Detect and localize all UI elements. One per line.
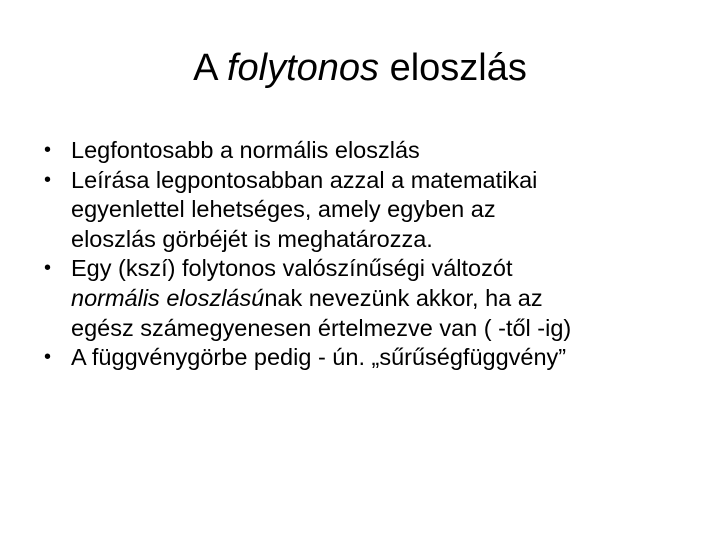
bullet-1-line-1: Legfontosabb a normális eloszlás (71, 137, 420, 163)
bullet-2-line-2: egyenlettel lehetséges, amely egyben az (71, 196, 496, 223)
title-italic: folytonos (226, 47, 380, 89)
bullet-3-line-1: Egy (kszí) folytonos valószínűségi változót (71, 255, 513, 282)
bullet-item-3 (44, 254, 694, 343)
bullet-3-line-2 (71, 284, 694, 314)
italic-term: normális eloszlású (71, 284, 265, 311)
bullet-dot: • (44, 139, 52, 161)
bullet-3-line-2-rest: nak nevezünk akkor, ha az (264, 284, 543, 311)
bullet-list (44, 136, 694, 373)
bullet-dot: • (44, 168, 52, 191)
bullet-item-4 (44, 343, 694, 373)
bullet-item-1 (44, 136, 694, 166)
bullet-2-line-3: eloszlás görbéjét is meghatározza. (71, 225, 433, 252)
bullet-dot: • (44, 346, 52, 369)
bullet-3-line-3: egész számegyenesen értelmezve van ( -től -ig) (71, 314, 572, 341)
title-suffix: eloszlás (379, 47, 527, 89)
bullet-item-2 (44, 166, 694, 255)
bullet-dot: • (44, 257, 52, 280)
slide-title (0, 44, 720, 92)
bullet-4-line-1: A függvénygörbe pedig - ún. „sűrűségfüggvény” (71, 344, 567, 371)
title-prefix: A (193, 47, 227, 89)
bullet-2-line-1: Leírása legpontosabban azzal a matematikai (71, 166, 538, 193)
